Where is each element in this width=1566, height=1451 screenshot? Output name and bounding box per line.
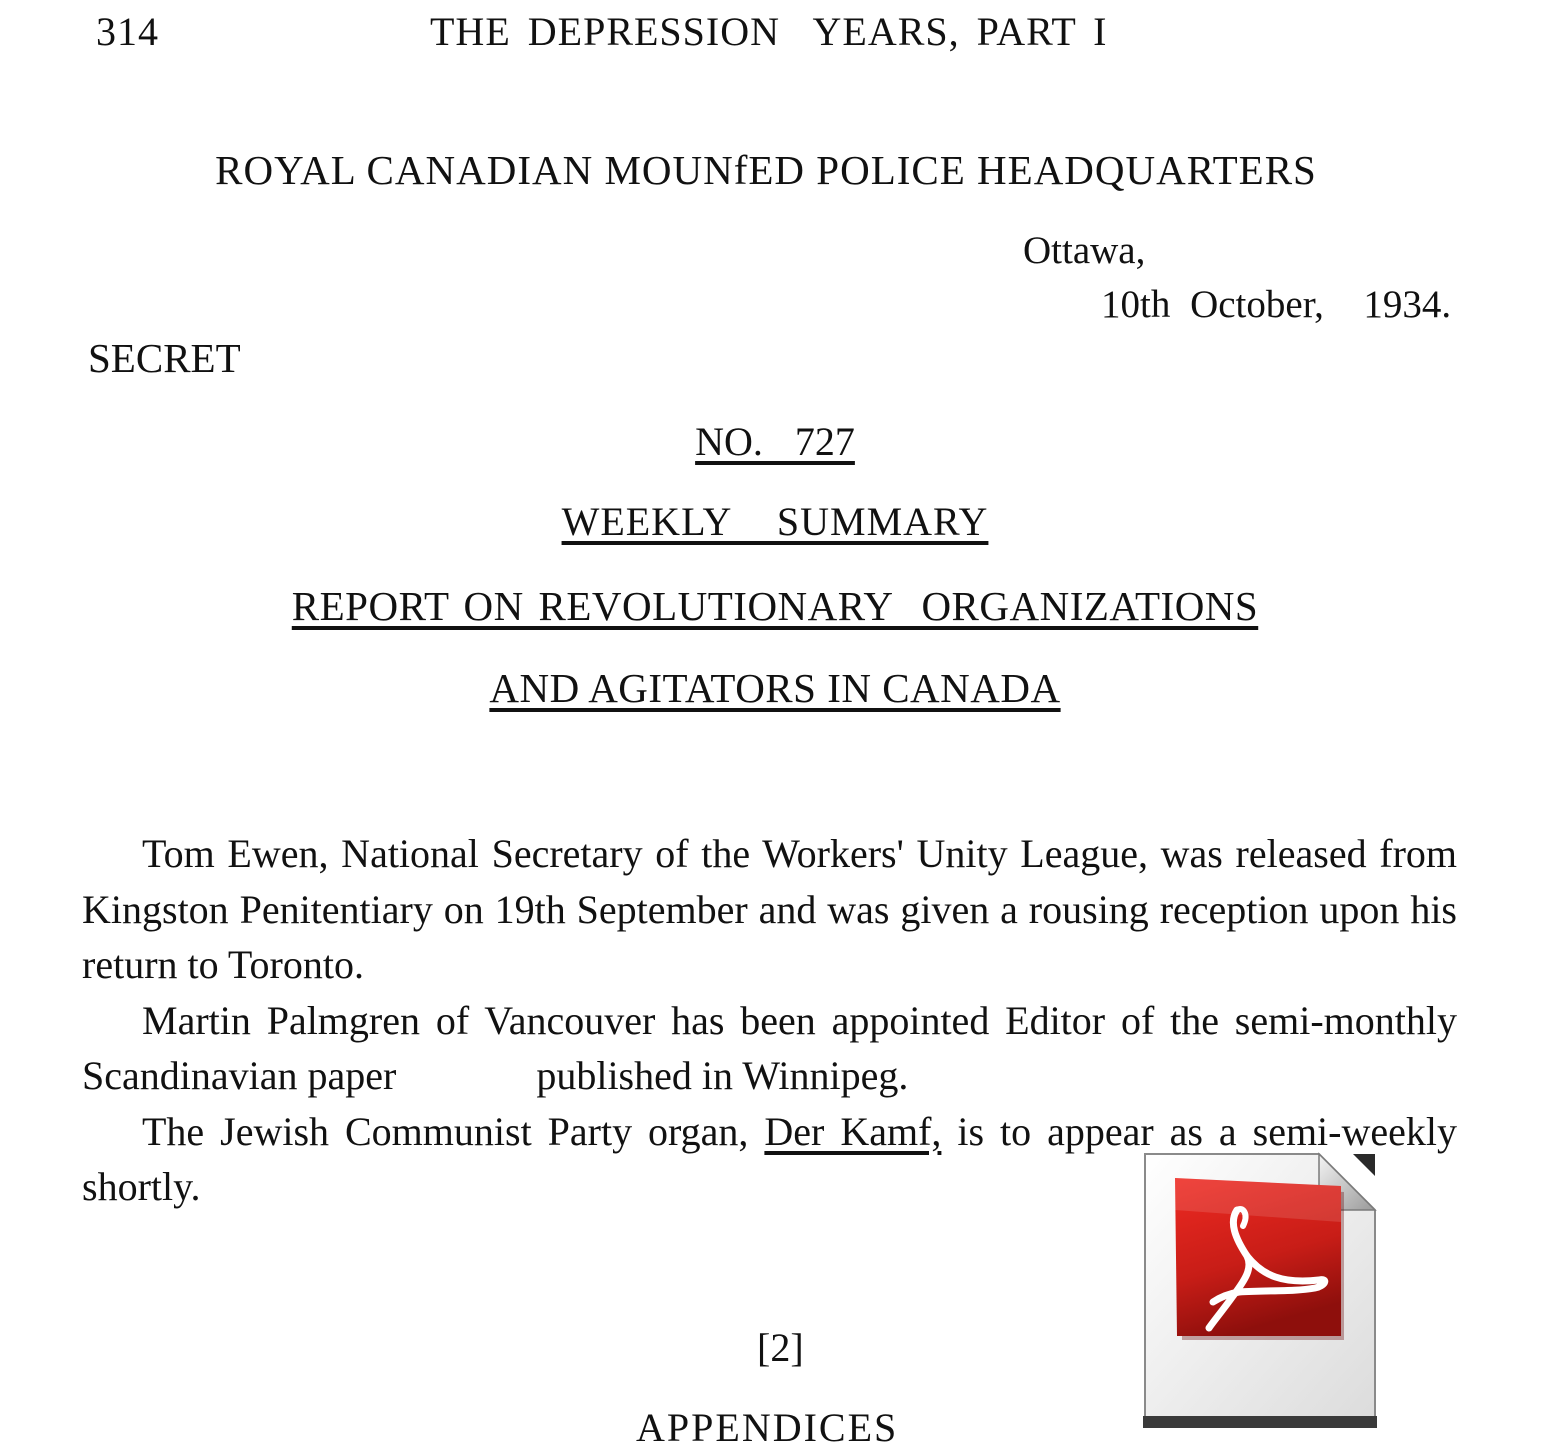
letterhead-date: 10th October, 1934. — [1101, 283, 1452, 326]
letterhead-place: Ottawa, — [1023, 229, 1146, 272]
document-number-text: NO. 727 — [695, 419, 855, 464]
paragraph-martin-palmgren — [82, 993, 1457, 1104]
document-number — [0, 418, 1550, 465]
report-title-line-1 — [0, 582, 1550, 630]
paragraph-2-text-after: published in Winnipeg. — [536, 1053, 909, 1098]
classification-label: SECRET — [88, 335, 241, 381]
paragraph-2-text-before: Martin Palmgren of Vancouver has been appointed Editor of the semi-monthly Scandinavian paper — [82, 997, 1457, 1098]
pdf-file-icon[interactable] — [1143, 1152, 1377, 1428]
page-number: 314 — [96, 9, 159, 54]
paragraph-1-text: Tom Ewen, National Secretary of the Workers' Unity League, was released from Kingston Penitentiary on 19th September and was given a rousing reception upon his return to Toronto. — [82, 831, 1457, 987]
newspaper-title-der-kamf: Der Kamf, — [764, 1108, 942, 1154]
paragraph-3-text-after: is to appear as a semi-weekly shortly. — [82, 1108, 1458, 1209]
weekly-summary-text: WEEKLY SUMMARY — [561, 499, 989, 544]
pdf-icon-graphic — [1143, 1152, 1377, 1428]
report-title-line-2-text: AND AGITATORS IN CANADA — [489, 665, 1061, 711]
report-title-line-2 — [0, 664, 1550, 712]
page-mark: [2] — [757, 1325, 804, 1370]
appendices-heading: APPENDICES — [636, 1405, 899, 1450]
paragraph-tom-ewen — [82, 826, 1457, 993]
running-head: THE DEPRESSION YEARS, PART I — [430, 9, 1108, 54]
letterhead-organization: ROYAL CANADIAN MOUNfED POLICE HEADQUARTERS — [215, 147, 1317, 193]
report-title-line-1-text: REPORT ON REVOLUTIONARY ORGANIZATIONS — [291, 583, 1259, 629]
paragraph-3-text-before: The Jewish Communist Party organ, — [142, 1108, 749, 1154]
weekly-summary-title — [0, 498, 1550, 545]
